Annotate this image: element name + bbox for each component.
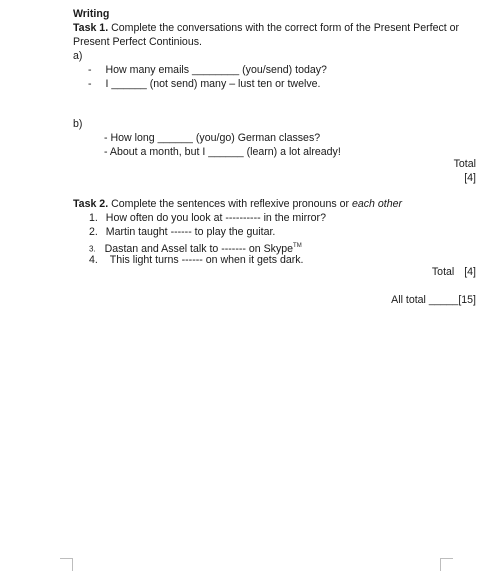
fill-in-blank: ______ — [111, 78, 147, 90]
trademark-superscript: TM — [293, 243, 302, 249]
item-text: This light turns ------ on when it gets dark. — [109, 254, 304, 266]
item-text-before: - About a month, but I — [104, 146, 206, 158]
margin-corner-mark-left — [60, 558, 73, 571]
all-total-value: [15] — [458, 294, 476, 306]
item-number: 4. — [89, 254, 98, 266]
list-bullet: - — [88, 78, 92, 90]
part-a-item-1 — [88, 64, 327, 77]
task2-instruction-emphasis: each other — [351, 198, 403, 210]
task2-instruction — [73, 198, 402, 211]
item-number: 1. — [89, 212, 98, 224]
task2-item-1 — [89, 212, 326, 225]
item-text-after: (learn) a lot already! — [246, 146, 341, 158]
task1-instruction-text: Complete the conversations with the correct form of the Present Perfect or — [111, 22, 460, 34]
task2-item-2 — [89, 226, 275, 239]
item-text-after: (not send) many – lust ten or twelve. — [149, 78, 321, 90]
task1-instruction-line2: Present Perfect Continious. — [73, 36, 202, 48]
all-total-label: All total — [391, 294, 426, 306]
list-bullet: - — [88, 64, 92, 76]
task2-item-4 — [89, 254, 304, 267]
fill-in-blank: ________ — [192, 64, 240, 76]
item-number: 2. — [89, 226, 98, 238]
task1-instruction-line1 — [73, 22, 459, 35]
part-a-item-2 — [88, 78, 320, 91]
part-b-item-2 — [104, 146, 341, 159]
task2-total-label: Total — [431, 266, 455, 278]
task2-instruction-text: Complete the sentences with reflexive pronouns or — [111, 198, 349, 210]
fill-in-blank: ______ — [208, 146, 244, 158]
item-text-before: How many emails — [105, 64, 190, 76]
part-a-label: a) — [73, 50, 83, 62]
task2-total — [432, 266, 476, 279]
item-text-before: I — [105, 78, 109, 90]
task1-total-value: [4] — [464, 172, 476, 184]
page-heading: Writing — [73, 8, 110, 20]
item-text-after: (you/send) today? — [242, 64, 327, 76]
task1-total-label: Total — [453, 158, 476, 170]
item-text-after: (you/go) German classes? — [195, 132, 321, 144]
item-number: 3. — [89, 244, 96, 254]
all-total — [391, 294, 476, 307]
item-text: How often do you look at ---------- in the mirror? — [105, 212, 326, 224]
task2-label: Task 2. — [73, 198, 109, 210]
margin-corner-mark-right — [440, 558, 453, 571]
fill-in-blank: ______ — [157, 132, 193, 144]
task2-total-value: [4] — [464, 266, 476, 278]
part-b-item-1 — [104, 132, 320, 145]
item-text: Dastan and Assel talk to ------- on Skype — [104, 242, 294, 255]
part-b-label: b) — [73, 118, 83, 130]
item-text-before: - How long — [104, 132, 155, 144]
fill-in-blank: _____ — [428, 294, 459, 306]
item-text: Martin taught ------ to play the guitar. — [105, 226, 276, 238]
task1-label: Task 1. — [73, 22, 109, 34]
